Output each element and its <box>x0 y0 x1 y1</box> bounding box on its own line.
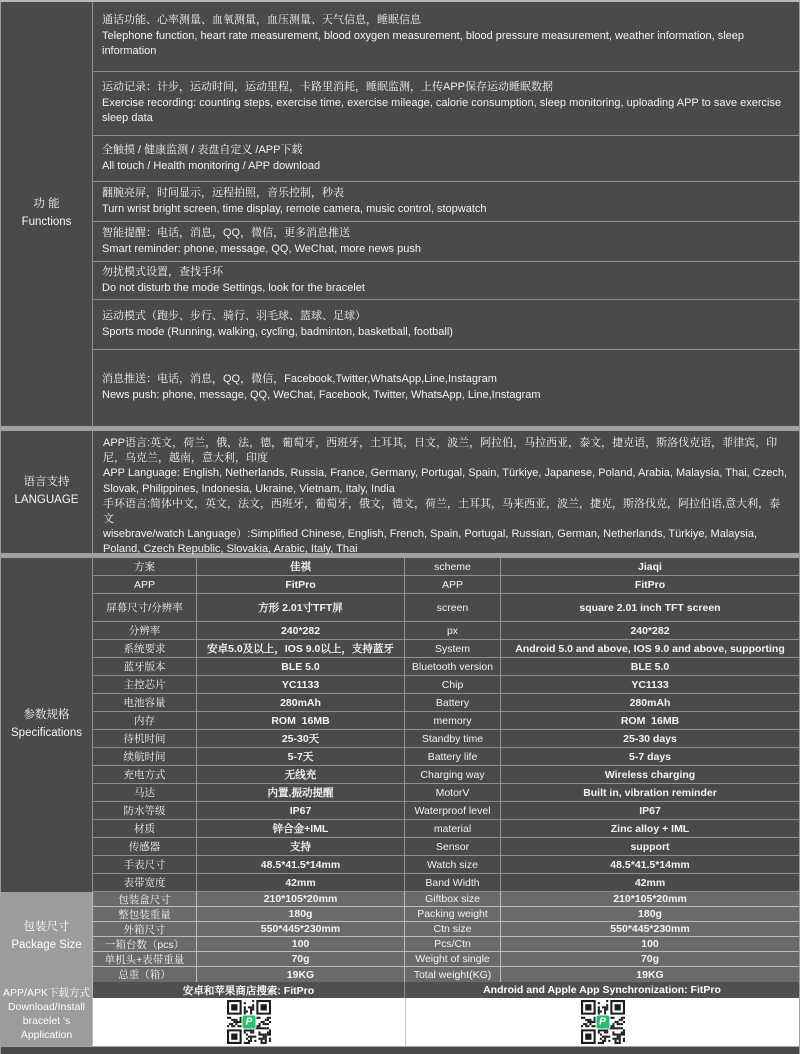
package-label-cn-cell: 总重（箱） <box>93 967 197 982</box>
package-label-en-cell: Giftbox size <box>405 892 501 906</box>
function-row <box>93 2 799 72</box>
spec-row <box>93 766 799 784</box>
download-content <box>93 982 799 1046</box>
spec-value-cn: 5-7天 <box>197 748 405 765</box>
spec-label-cn: 续航时间 <box>93 748 197 765</box>
package-label-cn-cell: 一箱台数（pcs） <box>93 937 197 951</box>
spec-row <box>93 694 799 712</box>
spec-row <box>93 730 799 748</box>
package-value-cn-cell: 550*445*230mm <box>197 922 405 936</box>
package-value-cn-cell: 210*105*20mm <box>197 892 405 906</box>
spec-label-en: material <box>405 820 501 837</box>
function-row <box>93 300 799 350</box>
spec-row <box>93 784 799 802</box>
spec-value-cn: 锌合金+IML <box>197 820 405 837</box>
spec-value-en: Android 5.0 and above, IOS 9.0 and above, supporting <box>515 642 785 655</box>
package-row <box>93 907 799 922</box>
package-label-en-cell: Ctn size <box>405 922 501 936</box>
spec-row <box>93 748 799 766</box>
package-value-cn-cell: 19KG <box>197 967 405 982</box>
spec-row <box>93 802 799 820</box>
specifications-section-label <box>1 558 93 892</box>
spec-label-cn: 电池容量 <box>93 694 197 711</box>
qr-code <box>227 1000 271 1044</box>
function-text-en: Exercise recording: counting steps, exercise time, exercise mileage, calorie consumption, sleep monitoring, uploading APP to save exercise sleep data <box>102 96 782 125</box>
package-value-cn-cell: 100 <box>197 937 405 951</box>
spec-row <box>93 820 799 838</box>
function-text-cn: 运动记录：计步，运动时间，运动里程，卡路里消耗，睡眠监测，上传APP保存运动睡眠数据 <box>102 80 554 93</box>
function-text-cn: 全触摸 / 健康监测 / 表盘自定义 /APP下载 <box>102 143 303 156</box>
spec-value-en: 48.5*41.5*14mm <box>610 858 690 871</box>
spec-label-cn: 手表尺寸 <box>93 856 197 873</box>
spec-value-cn: 佳祺 <box>197 558 405 575</box>
spec-value-cn: 42mm <box>197 874 405 891</box>
download-label-en-1: Download/Install <box>7 1000 86 1013</box>
spec-label-cn: 内存 <box>93 712 197 729</box>
package-label-cn-cell: 整包装重量 <box>93 907 197 921</box>
package-value-en-cell: 210*105*20mm <box>501 892 799 906</box>
spec-label-en: Standby time <box>405 730 501 747</box>
functions-label-cn: 功 能 <box>33 198 60 211</box>
function-text-en: Smart reminder: phone, message, QQ, WeChat, more news push <box>102 242 421 255</box>
app-language-cn: APP语言:英文，荷兰，俄，法，德，葡萄牙，西班牙，土耳其，日文，波兰，阿拉伯，马拉西亚，泰文，捷克语，斯洛伐克语，菲律宾，印尼，乌克兰，越南，意大利，印度 <box>103 437 778 465</box>
function-row <box>93 72 799 136</box>
functions-section <box>1 2 799 426</box>
download-label-cn: APP/APK下载方式 <box>3 986 90 999</box>
package-section-label <box>1 892 93 982</box>
function-text-en: Sports mode (Running, walking, cycling, badminton, basketball, football) <box>102 325 453 338</box>
spec-label-cn: 系统要求 <box>93 640 197 657</box>
function-row <box>93 136 799 182</box>
function-text-en: News push: phone, message, QQ, WeChat, Facebook, Twitter, WhatsApp, Line,Instagram <box>102 389 541 401</box>
spec-label-en: Watch size <box>405 856 501 873</box>
function-text-en: All touch / Health monitoring / APP download <box>102 159 321 172</box>
spec-label-en: Bluetooth version <box>405 658 501 675</box>
spec-row <box>93 874 799 892</box>
language-section-label <box>1 431 93 553</box>
spec-row <box>93 622 799 640</box>
package-value-cn-cell: 70g <box>197 952 405 966</box>
spec-value-en: 42mm <box>634 876 666 889</box>
spec-label-en: System <box>405 640 501 657</box>
spec-label-en: MotorV <box>405 784 501 801</box>
package-value-cn-cell: 180g <box>197 907 405 921</box>
spec-value-en: YC1133 <box>631 678 669 691</box>
package-row <box>93 937 799 952</box>
download-label-en-3: Application <box>20 1029 73 1042</box>
spec-value-cn: 支持 <box>197 838 405 855</box>
spec-row <box>93 640 799 658</box>
fitpro-logo-icon: P <box>242 1015 257 1030</box>
package-label-cn-cell: 外箱尺寸 <box>93 922 197 936</box>
package-value-en-cell: 19KG <box>501 967 799 982</box>
spec-row <box>93 658 799 676</box>
function-row <box>93 262 799 300</box>
package-row <box>93 922 799 937</box>
spec-value-cn: 安卓5.0及以上，IOS 9.0以上，支持蓝牙 <box>197 640 405 657</box>
spec-value-en: Jiaqi <box>638 560 662 573</box>
spec-row <box>93 576 799 594</box>
spec-row <box>93 676 799 694</box>
spec-row <box>93 594 799 622</box>
function-row <box>93 222 799 262</box>
spec-value-en: 240*282 <box>630 624 670 637</box>
spec-row <box>93 838 799 856</box>
function-text-en: Telephone function, heart rate measurement, blood oxygen measurement, blood pressure measurement, weather information, sleep information <box>102 29 745 58</box>
spec-label-en: Waterproof level <box>405 802 501 819</box>
qr-cell-left <box>93 998 405 1046</box>
spec-label-en: memory <box>405 712 501 729</box>
language-label-en: LANGUAGE <box>14 494 79 506</box>
spec-value-cn: BLE 5.0 <box>197 658 405 675</box>
package-label-en: Package Size <box>11 939 82 951</box>
spec-row <box>93 856 799 874</box>
spec-label-en: Charging way <box>405 766 501 783</box>
package-value-en-cell: 100 <box>501 937 799 951</box>
spec-value-en: Zinc alloy + IML <box>610 822 690 835</box>
download-header-cn: 安卓和苹果商店搜索: FitPro <box>93 982 405 998</box>
package-label-cn-cell: 单机头+表带重量 <box>93 952 197 966</box>
qr-code <box>581 1000 625 1044</box>
spec-value-cn: 内置,振动提醒 <box>197 784 405 801</box>
spec-value-en: 25-30 days <box>623 732 677 745</box>
functions-label-en: Functions <box>21 216 72 228</box>
spec-label-cn: APP <box>93 576 197 593</box>
spec-value-cn: 方形 2.01寸TFT屏 <box>197 594 405 621</box>
spec-label-en: px <box>405 622 501 639</box>
download-headers <box>93 982 799 998</box>
package-label-cn: 包装尺寸 <box>23 921 70 934</box>
function-text-cn: 勿扰模式设置，查找手环 <box>102 265 223 278</box>
spec-label-cn: 主控芯片 <box>93 676 197 693</box>
functions-rows <box>93 2 799 426</box>
spec-label-en: Battery life <box>405 748 501 765</box>
spec-label-en: scheme <box>405 558 501 575</box>
download-header-en: Android and Apple App Synchronization: FitPro <box>405 982 799 998</box>
spec-value-cn: 240*282 <box>197 622 405 639</box>
spec-row <box>93 558 799 576</box>
spec-row <box>93 712 799 730</box>
spec-value-en: Built in, vibration reminder <box>583 786 717 799</box>
spec-label-en: APP <box>405 576 501 593</box>
language-label-cn: 语言支持 <box>23 476 70 489</box>
spec-value-cn: FitPro <box>197 576 405 593</box>
fitpro-logo-icon: P <box>595 1015 610 1030</box>
package-label-en-cell: Packing weight <box>405 907 501 921</box>
spec-label-cn: 方案 <box>93 558 197 575</box>
spec-label-cn: 分辨率 <box>93 622 197 639</box>
qr-cell-right <box>405 998 799 1046</box>
spec-value-en: square 2.01 inch TFT screen <box>579 601 721 614</box>
package-label-en-cell: Weight of single <box>405 952 501 966</box>
package-label-cn-cell: 包装盒尺寸 <box>93 892 197 906</box>
spec-label-cn: 屏幕尺寸/分辨率 <box>93 594 197 621</box>
spec-value-en: 280mAh <box>629 696 671 709</box>
package-value-en-cell: 550*445*230mm <box>501 922 799 936</box>
function-text-en: Do not disturb the mode Settings, look for the bracelet <box>102 281 365 294</box>
app-language-en: APP Language: English, Netherlands, Russia, France, Germany, Portugal, Spain, Türkiye, Japanese, Poland, Arabia, Malaysia, Thai, Czech, Slovak, Philippines, Indonesia, Ukraine, Vietnam, Italy, India <box>103 467 788 495</box>
watch-language-cn: 手环语言:简体中文，英文，法文，西班牙，葡萄牙，俄文，德文，荷兰，土耳其，马来西亚，波兰，捷克，斯洛伐克，阿拉伯语,意大利，泰文 <box>103 497 781 525</box>
spec-value-cn: ROM 16MB <box>197 712 405 729</box>
spec-value-cn: 280mAh <box>197 694 405 711</box>
package-section <box>1 892 799 982</box>
function-text-cn: 智能提醒：电话，消息，QQ，微信，更多消息推送 <box>102 226 351 239</box>
download-section-label <box>1 982 93 1046</box>
function-text-en: Turn wrist bright screen, time display, remote camera, music control, stopwatch <box>102 202 487 215</box>
spec-value-en: BLE 5.0 <box>630 660 670 673</box>
package-row <box>93 952 799 967</box>
spec-label-cn: 表带宽度 <box>93 874 197 891</box>
spec-value-en: Wireless charging <box>604 768 696 781</box>
spec-table <box>93 558 799 892</box>
spec-label-cn: 充电方式 <box>93 766 197 783</box>
package-row <box>93 892 799 907</box>
spec-value-en: ROM 16MB <box>620 714 680 727</box>
language-content <box>93 431 799 556</box>
spec-label-cn: 蓝牙版本 <box>93 658 197 675</box>
package-value-en-cell: 180g <box>501 907 799 921</box>
function-text-cn: 翻腕亮屏，时间显示，远程拍照，音乐控制，秒表 <box>102 186 344 199</box>
spec-label-cn: 防水等级 <box>93 802 197 819</box>
function-row <box>93 350 799 426</box>
bottom-bar <box>1 1046 799 1052</box>
specifications-section <box>1 558 799 892</box>
function-row <box>93 182 799 222</box>
spec-label-cn: 传感器 <box>93 838 197 855</box>
spec-value-cn: 48.5*41.5*14mm <box>197 856 405 873</box>
spec-label-cn: 材质 <box>93 820 197 837</box>
spec-value-cn: IP67 <box>197 802 405 819</box>
specifications-label-cn: 参数规格 <box>23 709 70 722</box>
spec-label-en: Battery <box>405 694 501 711</box>
language-section <box>1 431 799 556</box>
spec-label-en: screen <box>405 594 501 621</box>
spec-value-en: IP67 <box>639 804 661 817</box>
spec-value-en: support <box>630 840 670 853</box>
spec-label-cn: 马达 <box>93 784 197 801</box>
package-label-en-cell: Total weight(KG) <box>405 967 501 982</box>
spec-label-en: Sensor <box>405 838 501 855</box>
package-table <box>93 892 799 982</box>
package-label-en-cell: Pcs/Ctn <box>405 937 501 951</box>
specifications-label-en: Specifications <box>11 727 82 739</box>
watch-language-en: wisebrave/watch Language）:Simplified Chinese, English, French, Spain, Portugal, Russian, German, Netherlands, Türkiye, Malaysia, Poland, Czech Republic, Slovakia, Arabic, Italy, Thai <box>103 528 758 556</box>
spec-label-en: Band Width <box>405 874 501 891</box>
spec-label-en: Chip <box>405 676 501 693</box>
download-section <box>1 982 799 1046</box>
function-text-cn: 运动模式（跑步、步行、骑行、羽毛球、篮球、足球） <box>102 309 366 322</box>
spec-value-cn: 无线充 <box>197 766 405 783</box>
function-text-cn: 消息推送：电话，消息，QQ，微信，Facebook,Twitter,WhatsApp,Line,Instagram <box>102 373 497 386</box>
spec-value-en: 5-7 days <box>628 750 672 763</box>
spec-label-cn: 待机时间 <box>93 730 197 747</box>
package-value-en-cell: 70g <box>501 952 799 966</box>
spec-value-en: FitPro <box>634 578 666 591</box>
download-label-en-2: bracelet 's <box>22 1015 71 1027</box>
functions-section-label <box>1 2 93 426</box>
spec-value-cn: 25-30天 <box>197 730 405 747</box>
function-text-cn: 通话功能、心率测量、血氧测量，血压测量、天气信息，睡眠信息 <box>102 13 421 26</box>
qr-strip <box>93 998 799 1046</box>
spec-value-cn: YC1133 <box>197 676 405 693</box>
package-row <box>93 967 799 982</box>
